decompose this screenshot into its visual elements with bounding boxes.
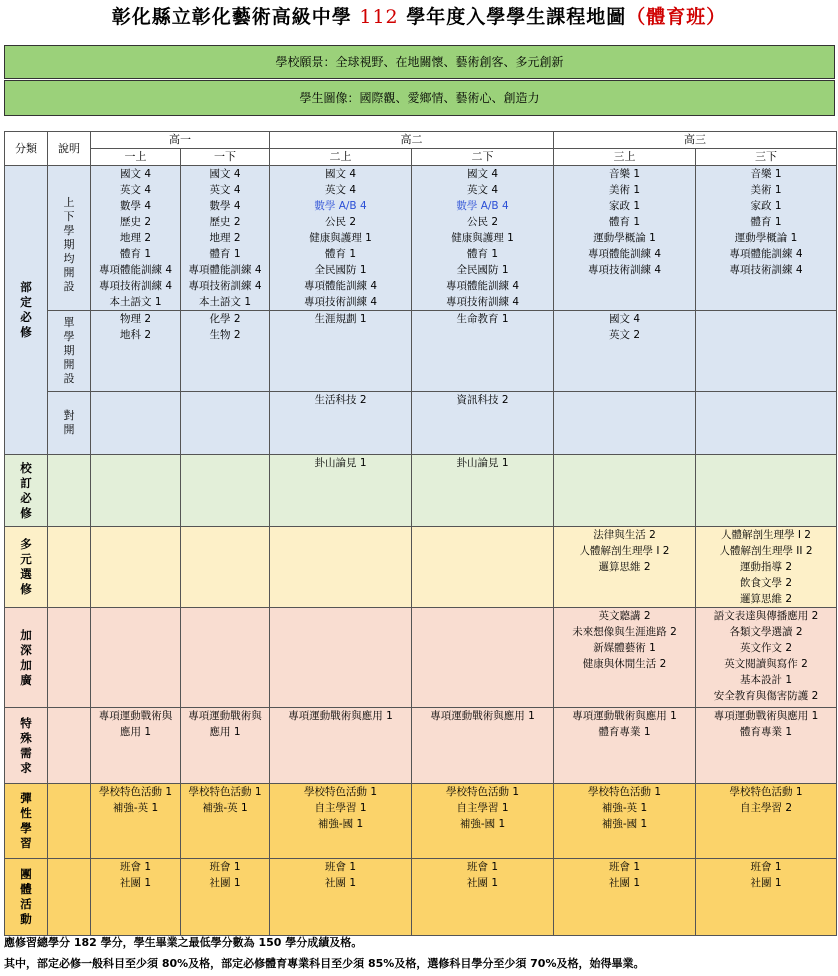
course-item: 專項技術訓練 4: [303, 296, 378, 308]
course-cell: [696, 784, 837, 859]
course-cell: [270, 166, 412, 311]
course-cell: [181, 608, 270, 708]
course-item: 體育 1: [608, 216, 641, 228]
course-cell: [181, 784, 270, 859]
course-item: 健康與護理 1: [309, 232, 372, 244]
sub-empty: [48, 608, 91, 708]
course-item: 歷史 2: [209, 216, 241, 228]
course-item: 數學 4: [209, 200, 241, 212]
sub-empty: [48, 784, 91, 859]
course-item: 英文作文 2: [739, 642, 793, 654]
course-item: 數學 4: [119, 200, 152, 212]
course-item: 班會 1: [466, 861, 499, 873]
course-item: 法律與生活 2: [593, 529, 656, 541]
course-cell: [696, 708, 837, 784]
course-item: 健康與護理 1: [451, 232, 514, 244]
course-cell: [270, 708, 412, 784]
course-cell: [91, 392, 181, 455]
course-item: 未來想像與生涯進路 2: [572, 626, 677, 638]
header-term: 二上: [270, 149, 412, 166]
course-item: 體育 1: [750, 216, 782, 228]
title-class: （體育班）: [626, 6, 727, 28]
course-cell: [412, 708, 554, 784]
title-year: 112: [359, 6, 399, 28]
course-item: 專項運動戰術與應用 1: [430, 710, 535, 722]
header-category: 分類: [5, 132, 48, 166]
course-item: 運動學概論 1: [734, 232, 798, 244]
category-special: 特殊需求: [5, 708, 48, 784]
course-item: 體育 1: [119, 248, 152, 260]
row-required-split: [5, 166, 837, 311]
header-term: 二下: [412, 149, 554, 166]
course-cell: [412, 392, 554, 455]
course-cell: [554, 392, 696, 455]
course-item: 英文 2: [608, 329, 641, 341]
header-term: 一下: [181, 149, 270, 166]
course-item: 補強-英 1: [601, 802, 648, 814]
course-item: 專項技術訓練 4: [729, 264, 803, 276]
course-item: 應用 1: [209, 726, 241, 738]
course-item: 學校特色活動 1: [445, 786, 520, 798]
course-item: 社團 1: [608, 877, 641, 889]
course-item: 卦山論見 1: [456, 457, 509, 469]
category-group: 團體活動: [5, 859, 48, 936]
course-item: 專項體能訓練 4: [729, 248, 803, 260]
course-item: 美術 1: [608, 184, 641, 196]
course-item: 專項運動戰術與應用 1: [288, 710, 393, 722]
header-grade-1: 高一: [91, 132, 270, 149]
course-cell: [554, 608, 696, 708]
sub-empty: [48, 527, 91, 608]
course-item: 專項體能訓練 4: [188, 264, 262, 276]
course-item: 專項技術訓練 4: [587, 264, 662, 276]
course-item: 化學 2: [209, 313, 241, 325]
course-cell: [696, 859, 837, 936]
course-cell: [91, 455, 181, 527]
page-title: [0, 4, 838, 30]
category-flexible: 彈性學習: [5, 784, 48, 859]
course-cell: [554, 527, 696, 608]
student-portrait-banner: 學生圖像：國際觀、愛鄉情、藝術心、創造力: [4, 80, 835, 116]
footer-credit-total: 應修習總學分 182 學分，學生畢業之最低學分數為 150 學分成績及格。: [4, 936, 363, 949]
course-item: 資訊科技 2: [456, 394, 509, 406]
course-item: 國文 4: [324, 168, 357, 180]
course-item: 歷史 2: [119, 216, 152, 228]
course-cell: [91, 527, 181, 608]
course-item: 自主學習 2: [739, 802, 793, 814]
course-item: 人體解剖生理學 I 2: [579, 545, 670, 557]
course-item: 社團 1: [324, 877, 357, 889]
course-item: 補強-國 1: [601, 818, 648, 830]
course-cell: [270, 527, 412, 608]
course-item: 專項技術訓練 4: [445, 296, 520, 308]
row-school-required: [5, 455, 837, 527]
course-item: 專項體能訓練 4: [587, 248, 662, 260]
course-item: 本土語文 1: [109, 296, 162, 308]
course-cell: [91, 859, 181, 936]
header-grade-2: 高二: [270, 132, 554, 149]
course-item: 補強-國 1: [459, 818, 506, 830]
course-item: 全民國防 1: [456, 264, 509, 276]
course-item: 國文 4: [608, 313, 641, 325]
course-cell: [412, 608, 554, 708]
course-item: 音樂 1: [608, 168, 641, 180]
course-item: 補強-國 1: [317, 818, 364, 830]
course-item: 社團 1: [209, 877, 241, 889]
course-item: 各類文學選讀 2: [729, 626, 803, 638]
course-item: 專項體能訓練 4: [98, 264, 173, 276]
course-item: 地理 2: [209, 232, 241, 244]
sub-single: 單學期開設: [48, 311, 91, 392]
category-advanced: 加深加廣: [5, 608, 48, 708]
course-item: 國文 4: [466, 168, 499, 180]
course-item: 飲食文學 2: [739, 577, 793, 589]
course-item: 體育 1: [324, 248, 357, 260]
course-item: 運動指導 2: [739, 561, 793, 573]
course-cell: [91, 311, 181, 392]
course-item: 學校特色活動 1: [98, 786, 173, 798]
course-item: 補強-英 1: [202, 802, 248, 814]
course-item: 家政 1: [750, 200, 782, 212]
course-cell: [270, 311, 412, 392]
course-item: 人體解剖生理學 I 2: [721, 529, 811, 541]
course-cell: [181, 455, 270, 527]
category-required: 部定必修: [5, 166, 48, 455]
row-advanced: [5, 608, 837, 708]
course-cell: [412, 784, 554, 859]
course-item: 卦山論見 1: [314, 457, 367, 469]
course-cell: [412, 166, 554, 311]
course-item: 邏算思維 2: [739, 593, 793, 605]
title-school: 彰化縣立彰化藝術高級中學: [111, 6, 352, 28]
header-term: 三上: [554, 149, 696, 166]
category-school: 校訂必修: [5, 455, 48, 527]
course-item: 生涯規劃 1: [314, 313, 367, 325]
course-item: 人體解剖生理學 II 2: [719, 545, 813, 557]
header-term: 三下: [696, 149, 837, 166]
course-cell: [270, 608, 412, 708]
course-cell: [181, 708, 270, 784]
footer-graduation-rule: 其中，部定必修一般科目至少須 80%及格，部定必修體育專業科目至少須 85%及格，選修科目學分至少須 70%及格，始得畢業。: [4, 957, 645, 970]
course-item: 新媒體藝術 1: [593, 642, 656, 654]
course-item: 學校特色活動 1: [729, 786, 803, 798]
course-item: 美術 1: [750, 184, 782, 196]
course-cell: [181, 311, 270, 392]
school-vision-banner: 學校願景：全球視野、在地關懷、藝術創客、多元創新: [4, 45, 835, 79]
course-item: 生物 2: [209, 329, 241, 341]
course-cell: [270, 392, 412, 455]
course-cell: [412, 859, 554, 936]
course-cell: [181, 392, 270, 455]
course-item: 英文 4: [119, 184, 152, 196]
course-item: 安全教育與傷害防護 2: [713, 690, 819, 702]
course-item: 專項技術訓練 4: [188, 280, 262, 292]
course-item: 地科 2: [119, 329, 152, 341]
course-cell: [554, 311, 696, 392]
course-item: 英文閱讀與寫作 2: [724, 658, 808, 670]
course-item: 體育專業 1: [739, 726, 793, 738]
course-item: 學校特色活動 1: [188, 786, 262, 798]
course-cell: [91, 708, 181, 784]
sub-empty: [48, 455, 91, 527]
course-cell: [181, 166, 270, 311]
row-required-single: [5, 311, 837, 392]
course-item: 生活科技 2: [314, 394, 367, 406]
course-item: 基本設計 1: [739, 674, 793, 686]
course-item: 健康與休閒生活 2: [582, 658, 667, 670]
course-item: 本土語文 1: [198, 296, 252, 308]
course-item: 專項運動戰術與: [188, 710, 262, 722]
course-item: 公民 2: [466, 216, 499, 228]
course-cell: [91, 784, 181, 859]
course-item: 專項運動戰術與應用 1: [572, 710, 677, 722]
row-group: [5, 859, 837, 936]
course-cell: [412, 527, 554, 608]
course-cell: [181, 859, 270, 936]
header-explain: 說明: [48, 132, 91, 166]
course-cell: [554, 784, 696, 859]
course-item: 社團 1: [119, 877, 152, 889]
course-cell: [554, 455, 696, 527]
course-item: 體育 1: [209, 248, 241, 260]
course-cell: [696, 392, 837, 455]
course-item: 專項運動戰術與: [98, 710, 173, 722]
course-item: 語文表達與傳播應用 2: [713, 610, 819, 622]
course-item: 運動學概論 1: [593, 232, 656, 244]
course-item: 音樂 1: [750, 168, 782, 180]
category-elective: 多元選修: [5, 527, 48, 608]
course-item: 自主學習 1: [314, 802, 367, 814]
course-item: 專項運動戰術與應用 1: [713, 710, 819, 722]
course-cell: [554, 859, 696, 936]
course-item: 社團 1: [466, 877, 499, 889]
row-flexible: [5, 784, 837, 859]
course-item: 物理 2: [119, 313, 152, 325]
course-item: 英文 4: [324, 184, 357, 196]
course-item: 數學 A/B 4: [314, 200, 367, 212]
course-item: 班會 1: [750, 861, 782, 873]
course-cell: [696, 527, 837, 608]
sub-paired: 對開: [48, 392, 91, 455]
course-item: 班會 1: [119, 861, 152, 873]
course-item: 應用 1: [119, 726, 152, 738]
course-item: 國文 4: [119, 168, 152, 180]
course-item: 自主學習 1: [456, 802, 509, 814]
course-item: 英文 4: [466, 184, 499, 196]
course-cell: [181, 527, 270, 608]
course-item: 專項技術訓練 4: [98, 280, 173, 292]
course-cell: [91, 608, 181, 708]
course-cell: [696, 455, 837, 527]
course-cell: [91, 166, 181, 311]
course-item: 國文 4: [209, 168, 241, 180]
title-rest: 學年度入學學生課程地圖: [406, 6, 627, 28]
course-item: 公民 2: [324, 216, 357, 228]
course-cell: [270, 784, 412, 859]
course-item: 學校特色活動 1: [587, 786, 662, 798]
course-item: 補強-英 1: [112, 802, 159, 814]
row-required-paired: [5, 392, 837, 455]
course-item: 班會 1: [209, 861, 241, 873]
course-item: 全民國防 1: [314, 264, 367, 276]
course-item: 數學 A/B 4: [456, 200, 509, 212]
course-cell: [554, 708, 696, 784]
course-item: 專項體能訓練 4: [303, 280, 378, 292]
course-item: 社團 1: [750, 877, 782, 889]
course-cell: [696, 166, 837, 311]
course-item: 英文 4: [209, 184, 241, 196]
course-item: 體育專業 1: [598, 726, 651, 738]
header-grade-3: 高三: [554, 132, 837, 149]
course-item: 邏算思維 2: [598, 561, 651, 573]
row-elective: [5, 527, 837, 608]
course-cell: [696, 311, 837, 392]
course-item: 班會 1: [324, 861, 357, 873]
sub-empty: [48, 708, 91, 784]
course-item: 學校特色活動 1: [303, 786, 378, 798]
course-cell: [696, 608, 837, 708]
course-item: 地理 2: [119, 232, 152, 244]
row-special: [5, 708, 837, 784]
curriculum-table: [4, 131, 837, 936]
course-item: 專項體能訓練 4: [445, 280, 520, 292]
course-item: 體育 1: [466, 248, 499, 260]
course-cell: [412, 455, 554, 527]
course-item: 生命教育 1: [456, 313, 509, 325]
header-term: 一上: [91, 149, 181, 166]
sub-empty: [48, 859, 91, 936]
course-item: 家政 1: [608, 200, 641, 212]
course-cell: [412, 311, 554, 392]
course-cell: [554, 166, 696, 311]
sub-split: 上下學期均開設: [48, 166, 91, 311]
course-item: 英文聽講 2: [598, 610, 651, 622]
course-cell: [270, 859, 412, 936]
course-item: 班會 1: [608, 861, 641, 873]
course-cell: [270, 455, 412, 527]
